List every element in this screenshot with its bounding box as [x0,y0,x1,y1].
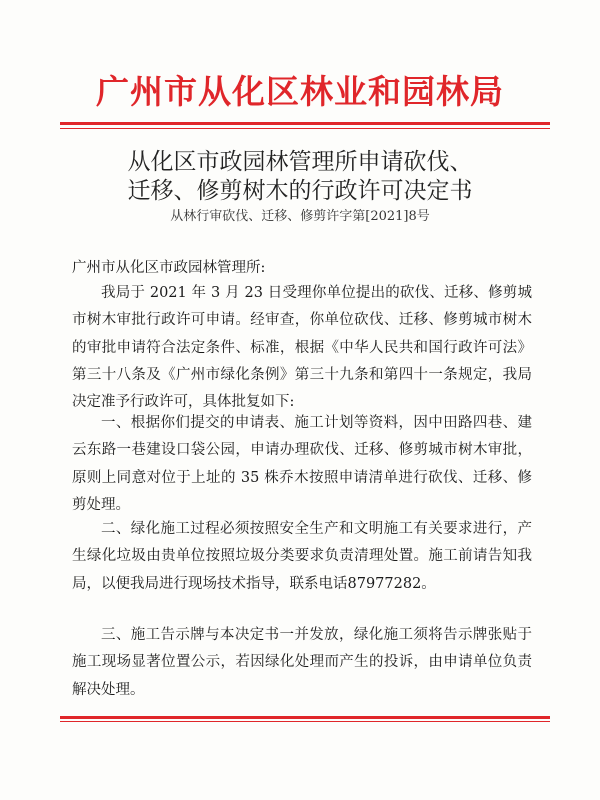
letterhead-rule-thin [60,128,550,129]
paragraph-item-2: 二、绿化施工过程必须按照安全生产和文明施工有关要求进行，产生绿化垃圾由贵单位按照垃圾分类要求负责清理处置。施工前请告知我局，以便我局进行现场技术指导，联系电话87977282。 [72,521,532,592]
addressee: 广州市从化区市政园林管理所: [72,260,266,276]
document-number: 从林行审砍伐、迁移、修剪许字第[2021]8号 [170,209,430,224]
document-title-line-2: 迁移、修剪树木的行政许可决定书 [127,178,473,204]
paragraph-intro: 我局于 2021 年 3 月 23 日受理你单位提出的砍伐、迁移、修剪城市树木审批行政许可申请。经审查，你单位砍伐、迁移、修剪城市树木的审批申请符合法定条件、标准，根据《中华人民共和国行政许可法》第三十八条及《广州市绿化条例》第三十九条和第四十一条规定，我局决定准予行政许可，具体批复如下: [72,285,532,411]
letterhead-org-name: 广州市从化区林业和园林局 [96,72,504,111]
footer-rule-thick [60,716,550,719]
document-title-line-1: 从化区市政园林管理所申请砍伐、 [127,149,473,175]
paragraph-item-3: 三、施工告示牌与本决定书一并发放，绿化施工须将告示牌张贴于施工现场显著位置公示，若因绿化处理而产生的投诉，由申请单位负责解决处理。 [72,627,532,698]
footer-rule-thin [60,721,550,722]
letterhead-rule-thick [60,122,550,125]
paragraph-item-1: 一、根据你们提交的申请表、施工计划等资料，因中田路四巷、建云东路一巷建设口袋公园，申请办理砍伐、迁移、修剪城市树木审批，原则上同意对位于上址的 35 株乔木按照申请清单进行砍伐、迁移、修剪处理。 [72,415,532,513]
